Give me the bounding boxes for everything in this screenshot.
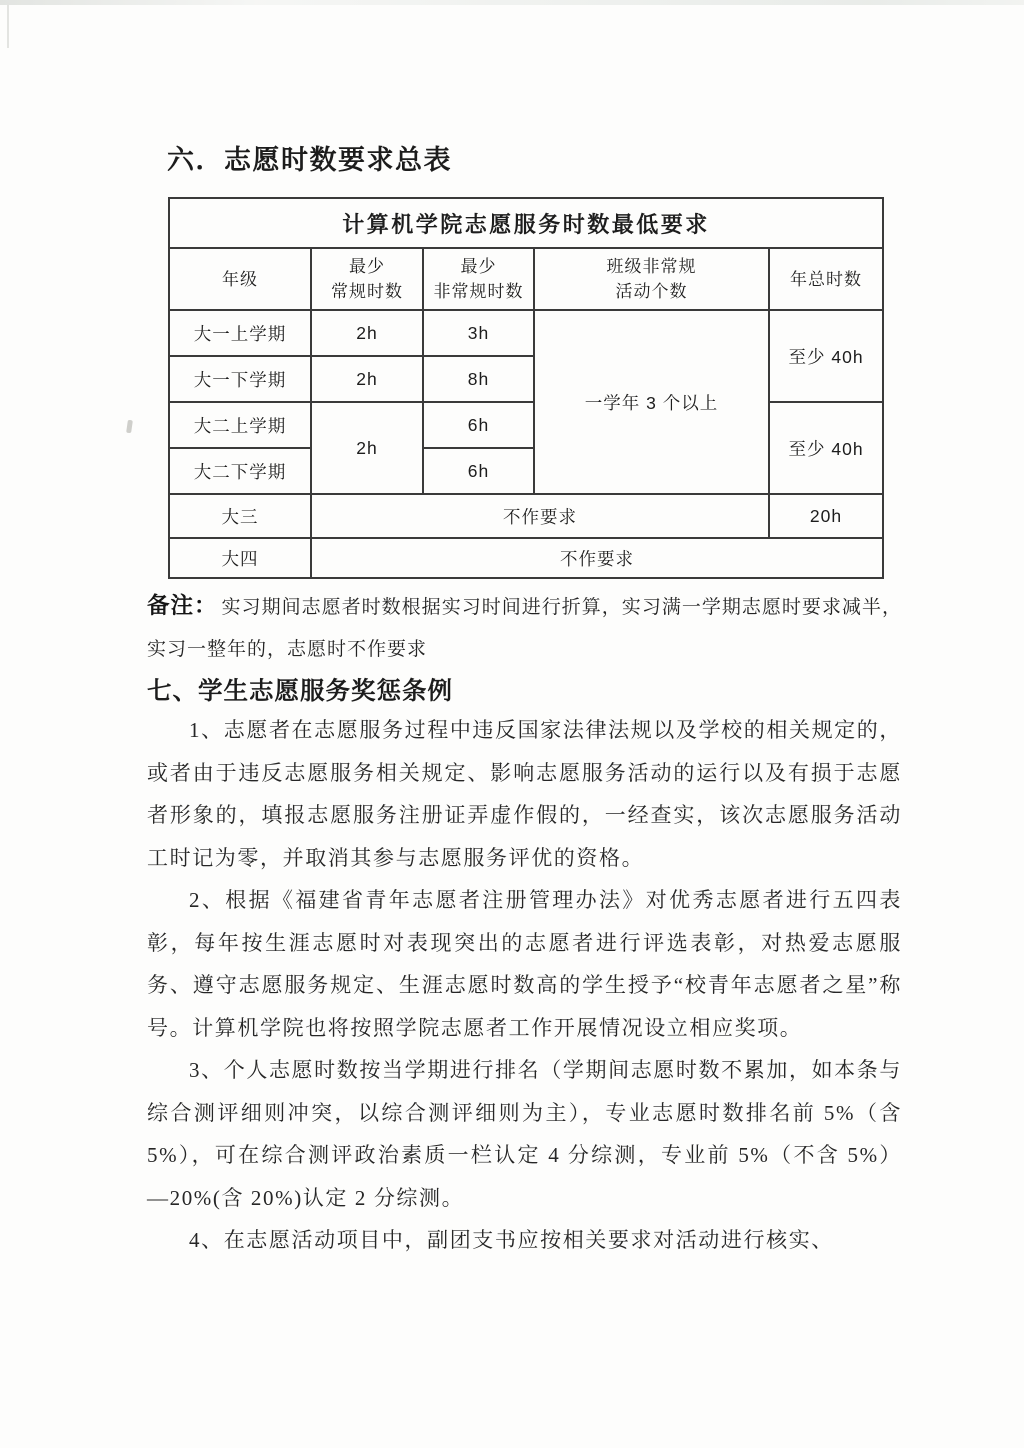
section6-heading: 六．志愿时数要求总表 xyxy=(167,145,452,175)
table-header-row xyxy=(169,248,883,310)
header-grade xyxy=(169,248,311,310)
header-min-regular-line1: 最少 xyxy=(349,257,385,276)
header-min-regular-hours xyxy=(311,248,423,310)
cell-grade-sophomore-spring: 大二下学期 xyxy=(169,448,311,494)
table-title-row xyxy=(169,198,883,248)
header-class-activities-line2: 活动个数 xyxy=(615,282,688,301)
cell-irregular-sophomore-spring: 6h xyxy=(423,448,534,494)
cell-grade-freshman-fall: 大一上学期 xyxy=(169,310,311,356)
scan-mark-artifact xyxy=(126,420,133,434)
cell-requirement-senior: 不作要求 xyxy=(311,538,883,578)
header-annual-total xyxy=(769,248,883,310)
section7-heading: 七、学生志愿服务奖惩条例 xyxy=(147,678,453,705)
volunteer-hours-table xyxy=(168,197,884,579)
cell-regular-sophomore-merged: 2h xyxy=(311,402,423,494)
note-paragraph xyxy=(147,585,902,671)
cell-irregular-sophomore-fall: 6h xyxy=(423,402,534,448)
cell-regular-freshman-spring: 2h xyxy=(311,356,423,402)
cell-grade-freshman-spring: 大一下学期 xyxy=(169,356,311,402)
cell-regular-freshman-fall: 2h xyxy=(311,310,423,356)
table-row-junior xyxy=(169,494,883,538)
header-grade-line1: 年级 xyxy=(222,269,258,289)
scan-edge-artifact-left xyxy=(7,2,9,48)
cell-annual-total-year1: 至少 40h xyxy=(769,310,883,402)
cell-grade-sophomore-fall: 大二上学期 xyxy=(169,402,311,448)
cell-grade-senior: 大四 xyxy=(169,538,311,578)
table-title: 计算机学院志愿服务时数最低要求 xyxy=(169,198,883,248)
header-class-activities-line1: 班级非常规 xyxy=(606,257,697,276)
table-row-sophomore-fall xyxy=(169,402,883,448)
header-min-irregular-hours xyxy=(423,248,534,310)
scan-edge-artifact xyxy=(0,0,1024,5)
policy-paragraph-3: 3、个人志愿时数按当学期进行排名（学期间志愿时数不累加，如本条与综合测评细则冲突，以综合测评细则为主），专业志愿时数排名前 5%（含 5%），可在综合测评政治素质一栏认定 4 分综测，专业前 5%（不含 5%）—20%(含 20%)认定 2 分综测。 xyxy=(147,1058,902,1210)
cell-annual-total-junior: 20h xyxy=(769,494,883,538)
header-min-irregular-line2: 非常规时数 xyxy=(433,282,524,301)
cell-requirement-junior: 不作要求 xyxy=(311,494,769,538)
note-text: 实习期间志愿者时数根据实习时间进行折算，实习满一学期志愿时要求减半，实习一整年的，志愿时不作要求 xyxy=(147,597,902,660)
cell-irregular-freshman-spring: 8h xyxy=(423,356,534,402)
cell-annual-total-year2: 至少 40h xyxy=(769,402,883,494)
cell-activity-requirement-merged: 一学年 3 个以上 xyxy=(534,310,769,494)
table-row-senior xyxy=(169,538,883,578)
policy-paragraph-2: 2、根据《福建省青年志愿者注册管理办法》对优秀志愿者进行五四表彰，每年按生涯志愿时对表现突出的志愿者进行评选表彰，对热爱志愿服务、遵守志愿服务规定、生涯志愿时数高的学生授予“校青年志愿者之星”称号。计算机学院也将按照学院志愿者工作开展情况设立相应奖项。 xyxy=(147,888,902,1040)
policy-paragraph-4: 4、在志愿活动项目中，副团支书应按相关要求对活动进行核实、 xyxy=(189,1228,834,1252)
header-min-irregular-line1: 最少 xyxy=(460,257,497,276)
document-content xyxy=(147,138,902,1262)
header-annual-total-line1: 年总时数 xyxy=(790,269,863,289)
policy-paragraph-1: 1、志愿者在志愿服务过程中违反国家法律法规以及学校的相关规定的，或者由于违反志愿服务相关规定、影响志愿服务活动的运行以及有损于志愿者形象的，填报志愿服务注册证弄虚作假的，一经查实，该次志愿服务活动工时记为零，并取消其参与志愿服务评优的资格。 xyxy=(147,718,902,870)
cell-irregular-freshman-fall: 3h xyxy=(423,310,534,356)
cell-grade-junior: 大三 xyxy=(169,494,311,538)
note-label: 备注： xyxy=(147,593,218,618)
header-class-activities xyxy=(534,248,769,310)
header-min-regular-line2: 常规时数 xyxy=(331,282,403,301)
table-row-freshman-fall xyxy=(169,310,883,356)
